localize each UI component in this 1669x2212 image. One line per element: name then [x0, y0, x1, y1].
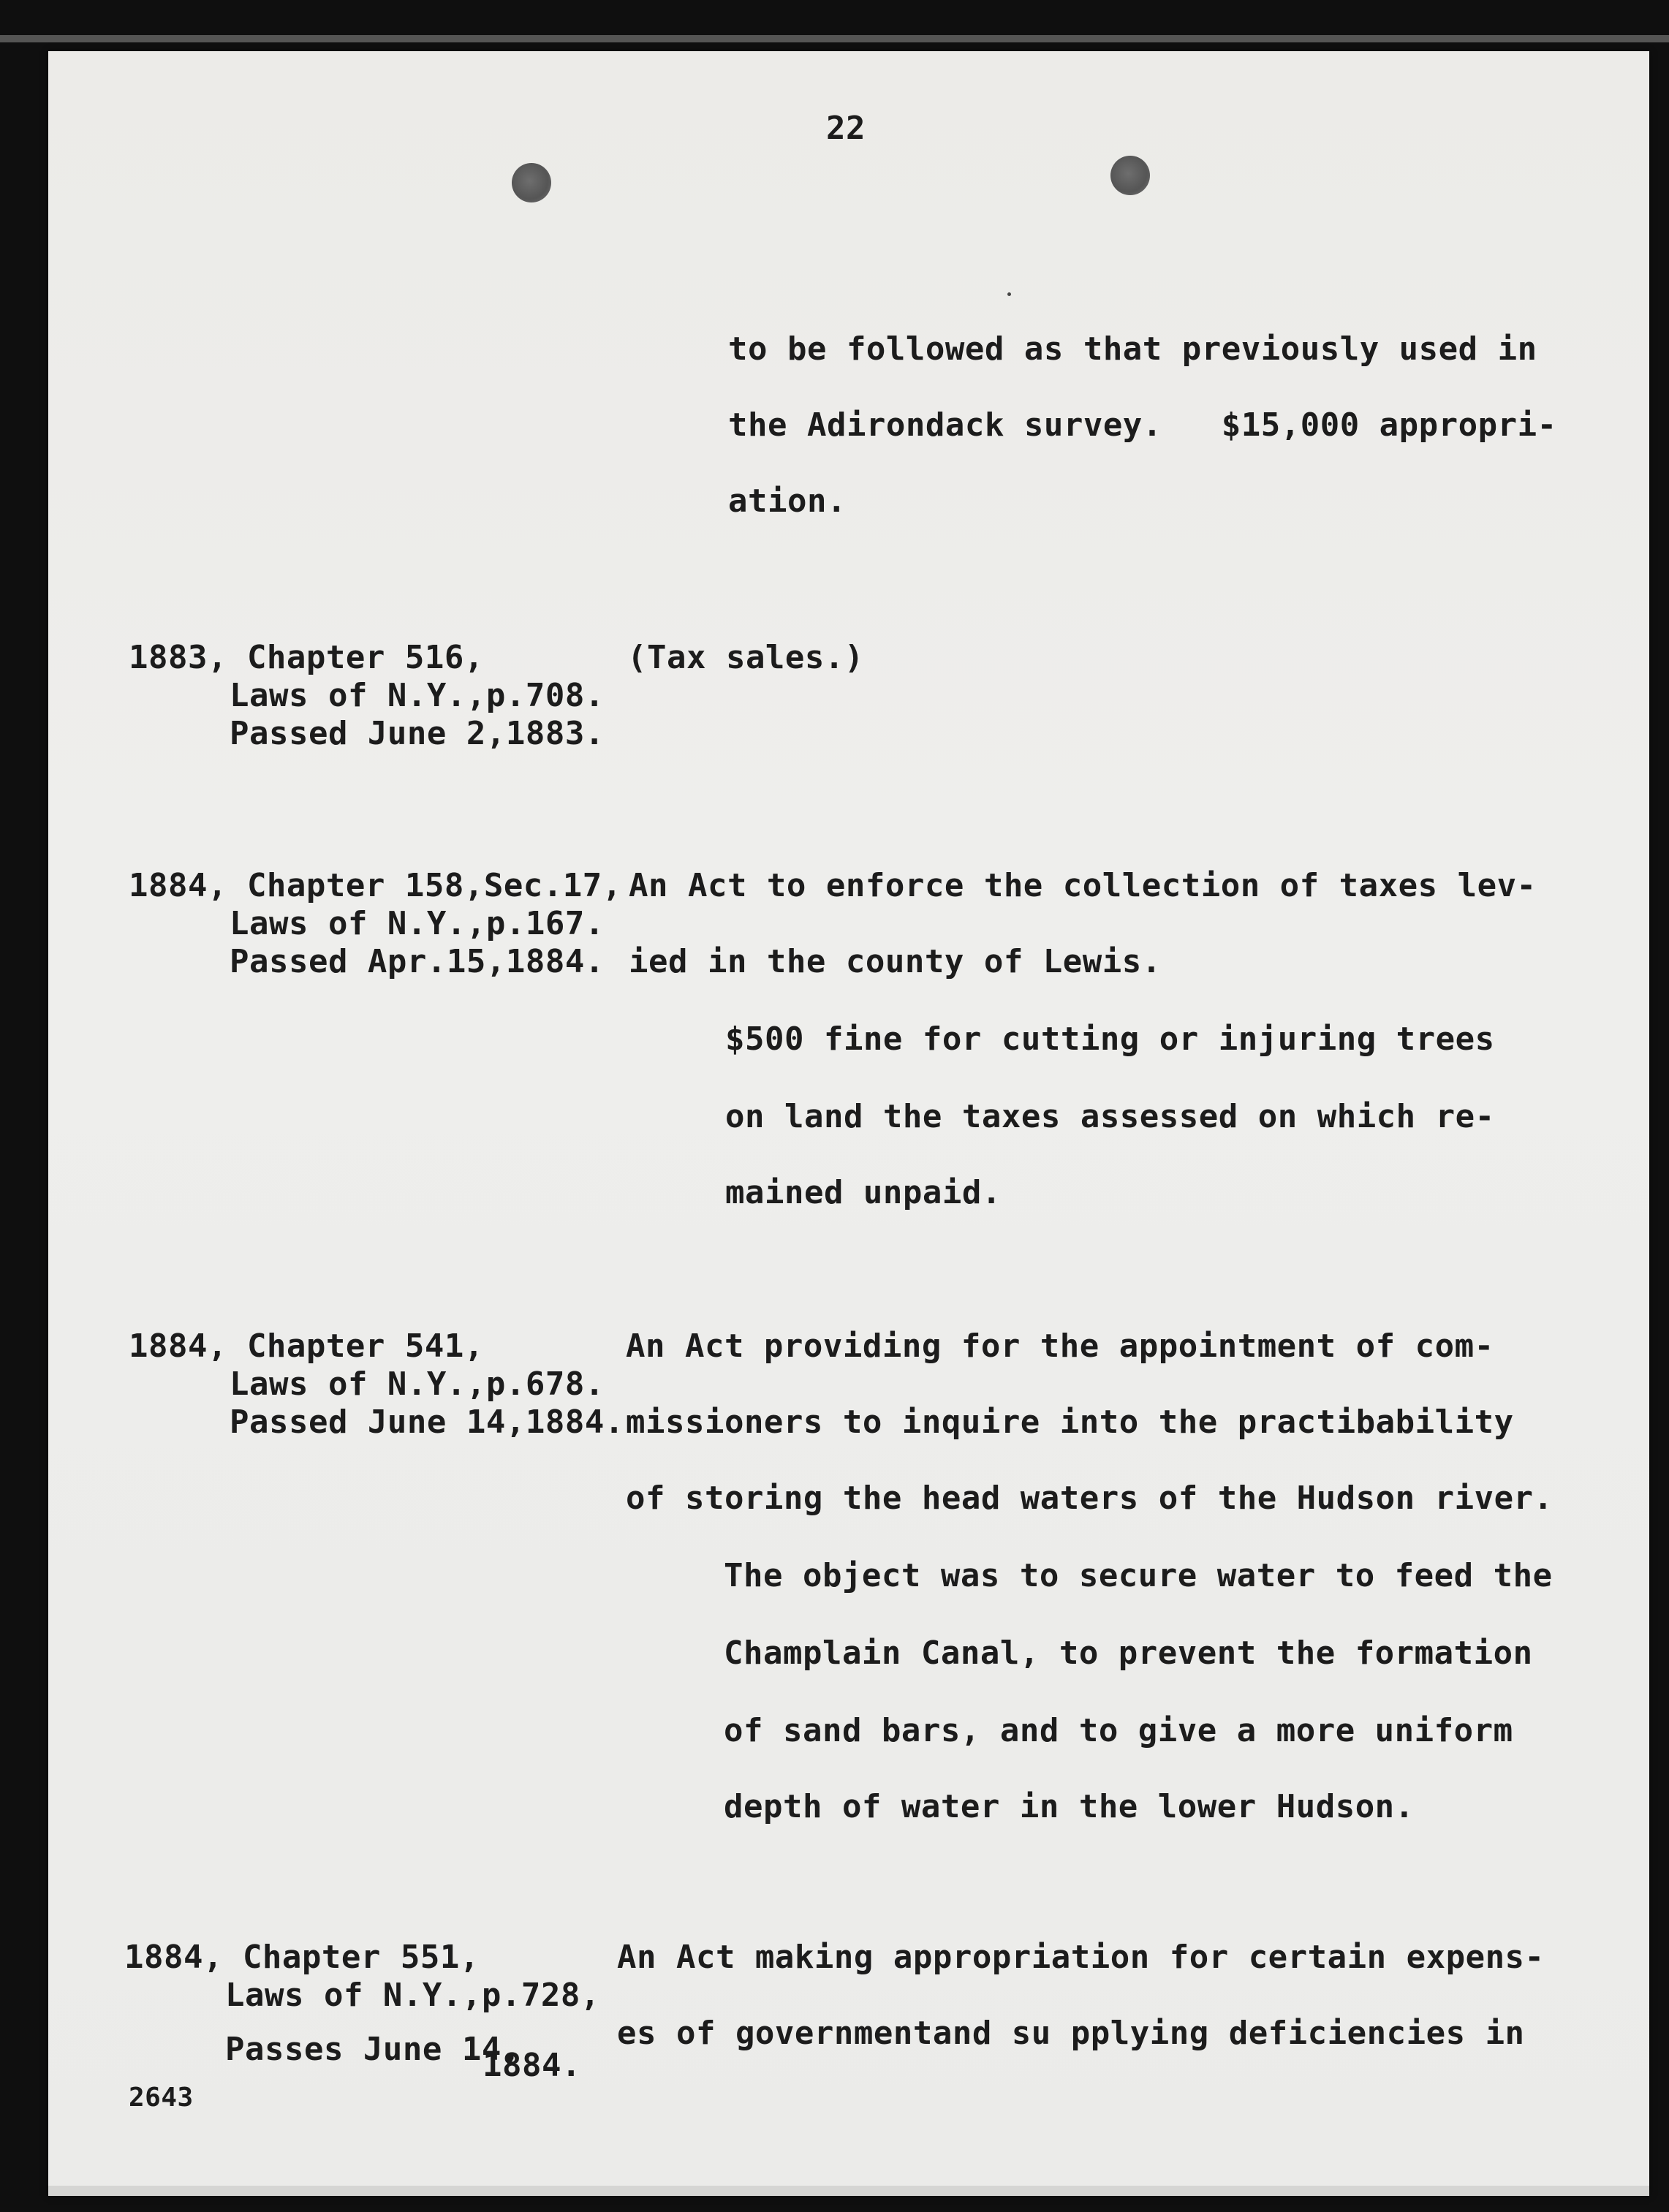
entry-description-line: $500 fine for cutting or injuring trees: [725, 1020, 1495, 1058]
punch-hole-right: [1110, 156, 1150, 195]
punch-hole-left: [512, 163, 551, 202]
continuation-line: to be followed as that previously used in: [728, 330, 1537, 368]
entry-citation-passed: Passed June 2,1883.: [230, 715, 605, 752]
entry-description-line: depth of water in the lower Hudson.: [724, 1788, 1415, 1825]
entry-citation-year-chapter: 1884, Chapter 158,Sec.17,: [129, 867, 622, 904]
entry-description-line: of sand bars, and to give a more uniform: [724, 1712, 1513, 1749]
entry-description-line: An Act making appropriation for certain expens-: [617, 1939, 1545, 1976]
entry-description-line: missioners to inquire into the practibability: [626, 1404, 1514, 1441]
entry-description-line: es of governmentand su pplying deficiencies in: [617, 2015, 1525, 2052]
entry-citation-passed: Passed Apr.15,1884.: [230, 943, 605, 980]
entry-description-line: on land the taxes assessed on which re-: [725, 1098, 1495, 1135]
entry-citation-laws: Laws of N.Y.,p.167.: [230, 905, 605, 942]
entry-description-line: of storing the head waters of the Hudson river.: [626, 1480, 1553, 1517]
entry-description-line: An Act providing for the appointment of com-: [626, 1327, 1494, 1365]
entry-citation-passed: Passes June 14,: [225, 2031, 521, 2068]
entry-description-line: ied in the county of Lewis.: [629, 943, 1162, 980]
entry-citation-laws: Laws of N.Y.,p.678.: [230, 1366, 605, 1403]
page-bottom-edge: [48, 2186, 1649, 2196]
entry-citation-passed-year: 1884.: [482, 2047, 581, 2084]
entry-description-line: Champlain Canal, to prevent the formation: [724, 1635, 1533, 1672]
continuation-line: ation.: [728, 482, 847, 520]
entry-citation-year-chapter: 1883, Chapter 516,: [129, 639, 484, 676]
entry-citation-passed: Passed June 14,1884.: [230, 1404, 624, 1441]
scan-speck: [1007, 292, 1011, 296]
entry-citation-year-chapter: 1884, Chapter 551,: [124, 1939, 480, 1976]
entry-citation-laws: Laws of N.Y.,p.708.: [230, 677, 605, 714]
entry-description-line: The object was to secure water to feed the: [724, 1557, 1553, 1594]
entry-citation-year-chapter: 1884, Chapter 541,: [129, 1327, 484, 1365]
entry-description-line: (Tax sales.): [627, 639, 864, 676]
footer-document-code: 2643: [129, 2083, 194, 2113]
page-number: 22: [826, 110, 866, 147]
scan-edge-line: [0, 35, 1669, 42]
entry-citation-laws: Laws of N.Y.,p.728,: [225, 1977, 600, 2014]
document-page: [48, 51, 1649, 2196]
continuation-line: the Adirondack survey. $15,000 appropri-: [728, 406, 1557, 444]
entry-description-line: An Act to enforce the collection of taxes lev-: [629, 867, 1537, 904]
entry-description-line: mained unpaid.: [725, 1174, 1002, 1211]
